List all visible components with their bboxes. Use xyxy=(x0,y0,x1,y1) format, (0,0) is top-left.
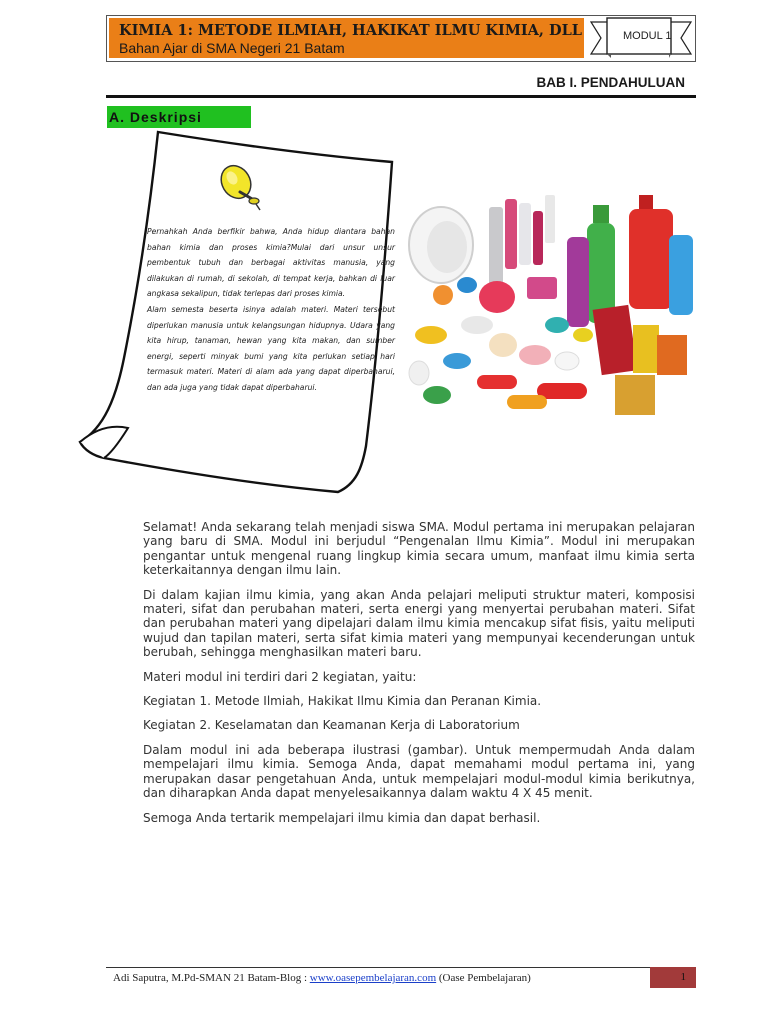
paper-note-paragraph: Pernahkah Anda berfikir bahwa, Anda hidup diantara bahan bahan kimia dan proses kimia?Mulai dari unsur unsur pembentuk tubuh dan berbagai aktivitas manusia, yang dilakukan di rumah, di sekolah, di tempat kerja, bahkan di luar angkasa sekalipun, tidak terlepas dari proses kimia. xyxy=(147,227,395,299)
chapter-divider xyxy=(106,95,696,98)
page-number: 1 xyxy=(680,971,686,983)
section-label: A. Deskripsi xyxy=(109,109,202,125)
header-title: KIMIA 1: METODE ILMIAH, HAKIKAT ILMU KIMIA, DLL xyxy=(119,22,582,39)
body-content xyxy=(143,520,695,835)
footer-divider xyxy=(106,967,696,968)
activity-item: Kegiatan 1. Metode Ilmiah, Hakikat Ilmu Kimia dan Peranan Kimia. xyxy=(143,694,542,709)
body-paragraph: Semoga Anda tertarik mempelajari ilmu kimia dan dapat berhasil. xyxy=(143,810,541,825)
chemical-products-illustration xyxy=(407,185,694,427)
footer-text xyxy=(113,972,531,984)
header-subtitle: Bahan Ajar di SMA Negeri 21 Batam xyxy=(119,40,345,56)
footer-author: Adi Saputra, M.Pd-SMAN 21 Batam-Blog : xyxy=(113,972,310,984)
paper-note-text xyxy=(147,224,395,396)
activity-item: Kegiatan 2. Keselamatan dan Keamanan Kerja di Laboratorium xyxy=(143,718,520,733)
header-banner xyxy=(109,18,584,58)
paper-note-paragraph: Alam semesta beserta isinya adalah materi. Materi tersebut diperlukan manusia untuk kelangsungan hidupnya. Udara yang kita hirup, tanaman, hewan yang kita makan, dan sumber energi, seperti minyak bumi yang kita perlukan setiap hari termasuk materi. Materi di alam ada yang dapat diperbaharui, dan ada juga yang tidak dapat diperbaharui. xyxy=(147,304,395,392)
body-paragraph: Materi modul ini terdiri dari 2 kegiatan, yaitu: xyxy=(143,669,417,684)
header-box xyxy=(106,15,696,62)
body-paragraph: Selamat! Anda sekarang telah menjadi siswa SMA. Modul pertama ini merupakan pelajaran yang baru di SMA. Modul ini berjudul “Pengenalan Ilmu Kimia”. Modul ini merupakan pengantar untuk mengenal ruang lingkup kimia secara umum, manfaat ilmu kimia serta keterkaitannya dengan ilmu lain. xyxy=(143,520,695,578)
modul-badge xyxy=(587,16,693,60)
chemical-products-photo xyxy=(407,185,694,427)
blog-link[interactable]: www.oasepembelajaran.com xyxy=(309,972,437,984)
paper-note xyxy=(70,128,400,500)
page-number-box xyxy=(650,967,696,988)
section-heading xyxy=(107,106,251,128)
modul-label: MODUL 1 xyxy=(623,30,672,42)
body-paragraph: Di dalam kajian ilmu kimia, yang akan Anda pelajari meliputi struktur materi, komposisi materi, sifat dan perubahan materi, serta energi yang menyertai perubahan materi. Sifat dan perubahan materi yang dipelajari dalam ilmu kimia mencakup sifat fisis, yaitu meliputi wujud dan tapilan materi, serta sifat kimia materi yang mempunyai kecenderungan untuk berubah, sehingga menghasilkan materi baru. xyxy=(143,587,695,660)
pushpin-icon xyxy=(210,160,266,216)
footer-suffix: (Oase Pembelajaran) xyxy=(436,972,531,984)
body-paragraph: Dalam modul ini ada beberapa ilustrasi (gambar). Untuk mempermudah Anda dalam mempelajari ilmu kimia. Semoga Anda, dapat memahami modul pertama ini, yang merupakan dasar pengetahuan Anda, untuk mempelajari modul-modul kimia berikutnya, dan diharapkan Anda dapat menyelesaikannya dalam waktu 4 X 45 menit. xyxy=(143,742,695,801)
chapter-title: BAB I. PENDAHULUAN xyxy=(536,75,685,90)
